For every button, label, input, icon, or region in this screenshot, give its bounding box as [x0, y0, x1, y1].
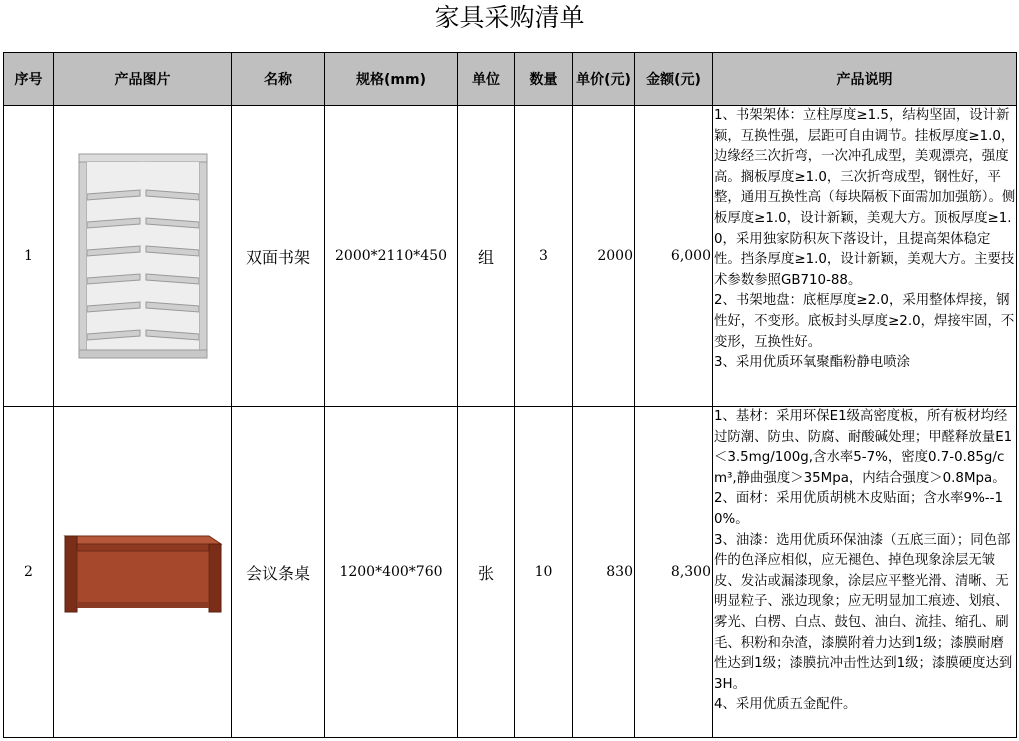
row-name: 双面书架 — [232, 106, 325, 407]
row-spec: 2000*2110*450 — [325, 106, 458, 407]
desc-paragraph: 1、书架架体：立柱厚度≥1.5，结构坚固，设计新颖，互换性强，层距可自由调节。挂板厚度≥1.0，边缘经三次折弯，一次冲孔成型，美观漂亮，强度高。搁板厚度≥1.0，三次折弯成型，钢性好，平整，通用互换性高（每块隔板下面需加加强筋）。侧板厚度≥1.0，设计新颖，美观大方。顶板厚度≥1.0，采用独家防积灰下落设计，且提高架体稳定性。挡条厚度≥1.0，设计新颖，美观大方。主要技术参数参照GB710-88。 — [714, 108, 1016, 288]
desk-icon — [63, 530, 223, 614]
row-price: 2000 — [573, 106, 635, 407]
desc-paragraph: 2、面材：采用优质胡桃木皮贴面；含水率9%--10%。 — [714, 491, 1003, 527]
row-unit: 张 — [458, 407, 515, 738]
purchase-table — [3, 52, 1017, 738]
row-seq: 2 — [4, 407, 54, 738]
header-spec: 规格(mm) — [325, 53, 458, 106]
header-image: 产品图片 — [54, 53, 232, 106]
desc-paragraph: 2、书架地盘：底框厚度≥2.0，采用整体焊接，钢性好，不变形。底板封头厚度≥2.0，焊接牢固，不变形，互换性好。 — [714, 293, 1015, 350]
header-price: 单价(元) — [573, 53, 635, 106]
row-amount: 8,300 — [635, 407, 713, 738]
header-unit: 单位 — [458, 53, 515, 106]
row-qty: 10 — [515, 407, 573, 738]
desc-paragraph: 3、采用优质环氧聚酯粉静电喷涂 — [714, 355, 910, 371]
row-desc — [713, 106, 1017, 407]
row-seq: 1 — [4, 106, 54, 407]
row-qty: 3 — [515, 106, 573, 407]
desc-paragraph: 1、基材：采用环保E1级高密度板，所有板材均经过防潮、防虫、防腐、耐酸碱处理；甲醛释放量E1＜3.5mg/100g,含水率5-7%，密度0.7-0.85g/cm³,静曲强度＞35Mpa，内结合强度＞0.8Mpa。 — [714, 409, 1013, 486]
desc-paragraph: 3、油漆：选用优质环保油漆（五底三面）；同色部件的色泽应相似，应无褪色、掉色现象涂层无皱皮、发沾或漏漆现象，涂层应平整光滑、清晰、无明显粒子、涨边现象；应无明显加工痕迹、划痕、雾光、白楞、白点、鼓包、油白、流挂、缩孔、刷毛、积粉和杂渣，漆膜附着力达到1级；漆膜耐磨性达到1级；漆膜抗冲击性达到1级；漆膜硬度达到3H。 — [714, 532, 1013, 692]
bookshelf-icon — [73, 150, 213, 362]
header-qty: 数量 — [515, 53, 573, 106]
product-image-bookshelf — [54, 106, 232, 407]
product-image-desk — [54, 407, 232, 738]
header-seq: 序号 — [4, 53, 54, 106]
row-price: 830 — [573, 407, 635, 738]
page-title: 家具采购清单 — [434, 3, 585, 32]
row-name: 会议条桌 — [232, 407, 325, 738]
header-amount: 金额(元) — [635, 53, 713, 106]
row-amount: 6,000 — [635, 106, 713, 407]
table-row — [4, 106, 1017, 407]
row-unit: 组 — [458, 106, 515, 407]
header-row — [4, 53, 1017, 106]
table-row — [4, 407, 1017, 738]
row-desc — [713, 407, 1017, 738]
header-desc: 产品说明 — [713, 53, 1017, 106]
row-spec: 1200*400*760 — [325, 407, 458, 738]
header-name: 名称 — [232, 53, 325, 106]
desc-paragraph: 4、采用优质五金配件。 — [714, 697, 857, 713]
